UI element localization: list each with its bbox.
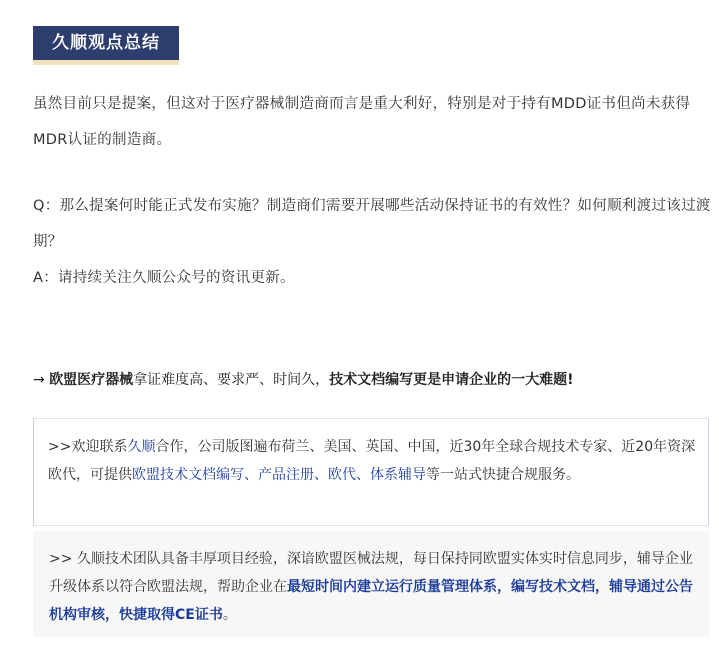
contact-box [33, 418, 709, 526]
section-title-badge: 久顺观点总结 [33, 26, 179, 60]
arrow-icon: → [33, 372, 45, 388]
brand-name: 久顺 [127, 439, 156, 455]
team-text [49, 545, 697, 629]
contact-text-start: >>欢迎联系 [48, 439, 128, 455]
highlight-middle: 拿证难度高、要求严、时间久， [133, 372, 330, 388]
summary-paragraph: 虽然目前只是提案，但这对于医疗器械制造商而言是重大利好，特别是对于持有MDD证书但尚未获得MDR认证的制造商。 [33, 96, 691, 148]
team-text-start: >> 久顺技术团队具备丰厚项目经验，深谙欧盟医械法规，每日保持同欧盟实体实时信息同步，辅导企业升级体系以符合欧盟法规，帮助企业在 [49, 551, 693, 595]
badge-underline [33, 60, 179, 65]
question-paragraph: Q：那么提案何时能正式发布实施？制造商们需要开展哪些活动保持证书的有效性？如何顺利渡过该过渡期？ [33, 198, 711, 250]
team-box [33, 531, 709, 637]
highlight-emphasis: 技术文档编写更是申请企业的一大难题! [329, 372, 574, 388]
highlight-line [33, 363, 713, 397]
contact-text [48, 433, 698, 489]
services-highlight: 欧盟技术文档编写、产品注册、欧代、体系辅导 [132, 467, 426, 483]
answer-paragraph: A：请持续关注久顺公众号的资讯更新。 [33, 270, 295, 286]
team-highlight: 最短时间内建立运行质量管理体系，编写技术文档，辅导通过公告机构审核，快捷取得CE证书 [49, 579, 693, 623]
highlight-subject: 欧盟医疗器械 [49, 372, 134, 388]
contact-text-middle: 合作，公司版图遍布荷兰、美国、英国、中国，近30年全球合规技术专家、近20年资深欧代，可提供 [48, 439, 696, 483]
contact-text-end: 等一站式快捷合规服务。 [426, 467, 580, 483]
team-text-end: 。 [222, 607, 237, 623]
